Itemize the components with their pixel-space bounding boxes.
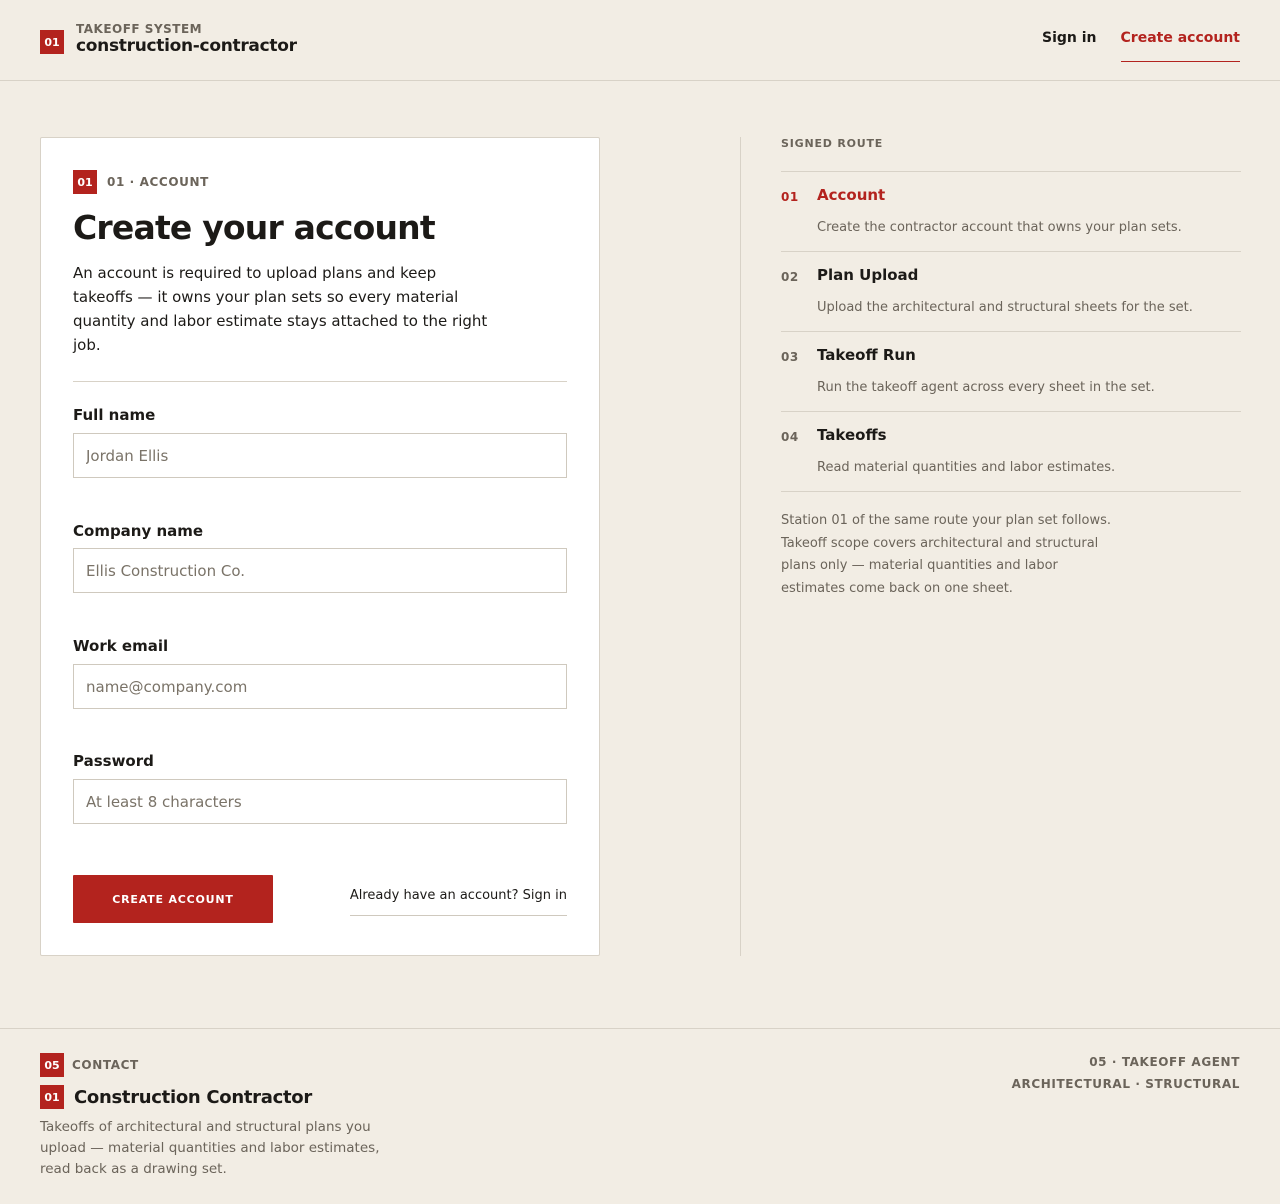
password-input[interactable]	[73, 779, 567, 824]
card-step-label: 01 · ACCOUNT	[107, 175, 209, 189]
full-name-label: Full name	[73, 406, 156, 424]
route-step-title: Account	[817, 186, 886, 204]
route-step-title: Takeoff Run	[817, 346, 916, 364]
route-step-number: 04	[781, 430, 799, 444]
create-account-button[interactable]: CREATE ACCOUNT	[73, 875, 273, 923]
footer-brand	[40, 1085, 312, 1109]
brand-badge: 01	[40, 30, 64, 54]
footer-contact-label: CONTACT	[72, 1058, 139, 1072]
route-steps	[781, 171, 1241, 492]
brand-kicker: TAKEOFF SYSTEM	[76, 22, 203, 36]
route-step-title: Plan Upload	[817, 266, 919, 284]
route-step	[781, 412, 1241, 492]
route-step-number: 03	[781, 350, 799, 364]
card-step-badge: 01	[73, 170, 97, 194]
signed-route-panel	[740, 137, 1240, 956]
route-step	[781, 172, 1241, 252]
nav-create-account-link[interactable]: Create account	[1121, 28, 1240, 62]
footer-contact-badge: 05	[40, 1053, 64, 1077]
footer-meta-line: 05 · TAKEOFF AGENT	[1089, 1055, 1240, 1069]
route-kicker: SIGNED ROUTE	[781, 137, 884, 150]
brand[interactable]	[40, 22, 297, 56]
page-title: Create your account	[73, 208, 435, 247]
work-email-input[interactable]	[73, 664, 567, 709]
route-step-description: Read material quantities and labor estimates.	[817, 460, 1116, 475]
route-step	[781, 332, 1241, 412]
footer-brand-badge: 01	[40, 1085, 64, 1109]
site-header	[0, 0, 1280, 81]
card-divider	[73, 381, 567, 382]
password-label: Password	[73, 752, 154, 770]
route-step-description: Run the takeoff agent across every sheet in the set.	[817, 380, 1155, 395]
footer-description: Takeoffs of architectural and structural plans you upload — material quantities and labor estimates, read back as a drawing set.	[40, 1119, 380, 1177]
footer-meta-line: ARCHITECTURAL · STRUCTURAL	[1011, 1077, 1240, 1091]
card-description: An account is required to upload plans and keep takeoffs — it owns your plan sets so every material quantity and labor estimate stays attached to the right job.	[73, 264, 488, 354]
route-note: Station 01 of the same route your plan set follows. Takeoff scope covers architectural and structural plans only — material quantities and labor estimates come back on one sheet.	[781, 513, 1111, 596]
nav-sign-in-link[interactable]: Sign in	[1042, 30, 1097, 46]
route-step-title: Takeoffs	[817, 426, 887, 444]
company-name-input[interactable]	[73, 548, 567, 593]
footer-contact	[40, 1053, 139, 1077]
route-step-number: 01	[781, 190, 799, 204]
route-step-description: Upload the architectural and structural sheets for the set.	[817, 300, 1193, 315]
already-have-account-link[interactable]: Already have an account? Sign in	[350, 888, 567, 916]
top-nav	[1042, 28, 1240, 62]
footer-meta	[1012, 1051, 1240, 1095]
company-name-label: Company name	[73, 522, 204, 540]
signup-card	[40, 137, 600, 956]
footer-brand-name: Construction Contractor	[74, 1086, 312, 1108]
full-name-input[interactable]	[73, 433, 567, 478]
brand-name: construction-contractor	[76, 36, 297, 56]
route-step-description: Create the contractor account that owns your plan sets.	[817, 220, 1182, 235]
route-step	[781, 252, 1241, 332]
site-footer	[0, 1028, 1280, 1204]
work-email-label: Work email	[73, 637, 169, 655]
route-step-number: 02	[781, 270, 799, 284]
card-step-indicator	[73, 170, 209, 194]
